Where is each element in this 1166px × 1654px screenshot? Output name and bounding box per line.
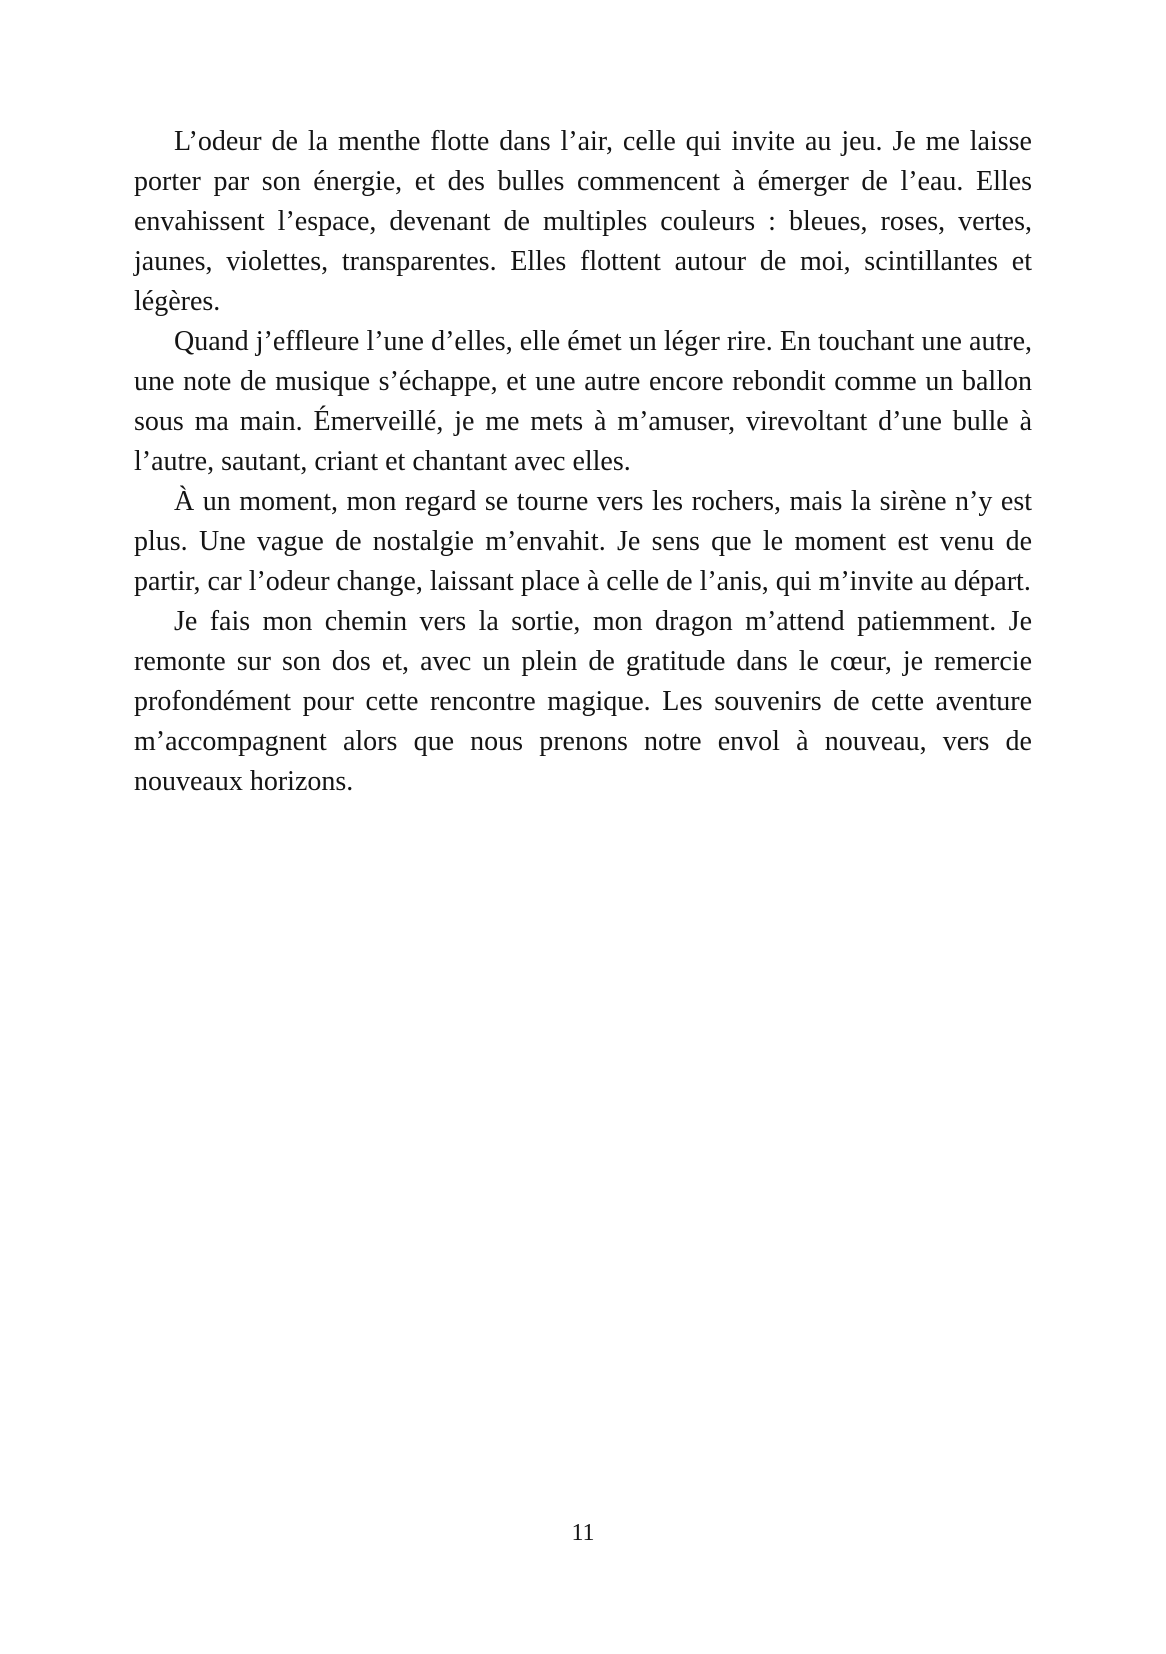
paragraph: À un moment, mon regard se tourne vers les rochers, mais la sirène n’y est plus. Une vague de nostalgie m’envahit. Je sens que le moment est venu de partir, car l’odeur change, laissant place à celle de l’anis, qui m’invite au départ. bbox=[134, 486, 1032, 597]
paragraph: L’odeur de la menthe flotte dans l’air, celle qui invite au jeu. Je me laisse porter par son énergie, et des bulles commencent à émerger de l’eau. Elles envahissent l’espace, devenant de multiples couleurs : bleues, roses, vertes, jaunes, violettes, transparentes. Elles flottent autour de moi, scintillantes et légères. bbox=[134, 126, 1032, 317]
paragraph: Quand j’effleure l’une d’elles, elle émet un léger rire. En touchant une autre, une note de musique s’échappe, et une autre encore rebondit comme un ballon sous ma main. Émerveillé, je me mets à m’amuser, virevoltant d’une bulle à l’autre, sautant, criant et chantant avec elles. bbox=[134, 326, 1032, 477]
paragraph: Je fais mon chemin vers la sortie, mon dragon m’attend patiemment. Je remonte sur son dos et, avec un plein de gratitude dans le cœur, je remercie profondément pour cette rencontre magique. Les souvenirs de cette aventure m’accompagnent alors que nous prenons notre envol à nouveau, vers de nouveaux horizons. bbox=[134, 606, 1032, 797]
body-text bbox=[134, 122, 1032, 802]
page-number: 11 bbox=[571, 1520, 595, 1546]
